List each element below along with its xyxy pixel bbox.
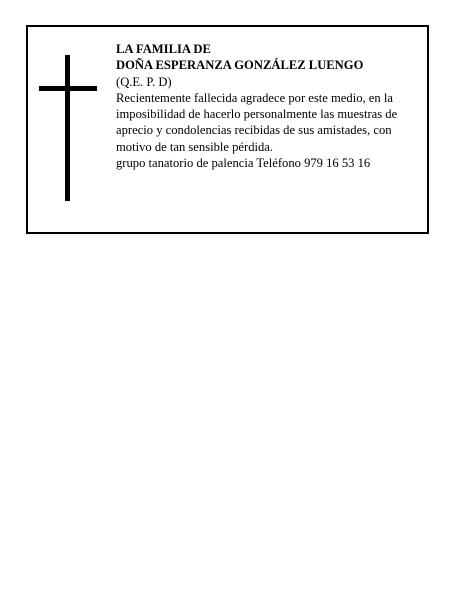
notice-body-line-4: motivo de tan sensible pérdida. [116,139,274,154]
cross-icon [39,55,97,201]
notice-heading-family: LA FAMILIA DE [116,42,211,56]
cross-vertical-bar [65,55,70,201]
notice-body-line-3: aprecio y condolencias recibidas de sus amistades, con [116,123,392,138]
obituary-notice-box [26,25,429,234]
notice-body-line-2: imposibilidad de hacerlo personalmente las muestras de [116,107,398,122]
cross-horizontal-bar [39,86,97,91]
notice-body-line-1: Recientemente fallecida agradece por este medio, en la [116,90,393,105]
notice-qepd: (Q.E. P. D) [116,74,172,89]
notice-footer-contact: grupo tanatorio de palencia Teléfono 979 16 53 16 [116,156,371,171]
notice-heading-name: DOÑA ESPERANZA GONZÁLEZ LUENGO [116,58,364,73]
notice-text [116,41,422,171]
